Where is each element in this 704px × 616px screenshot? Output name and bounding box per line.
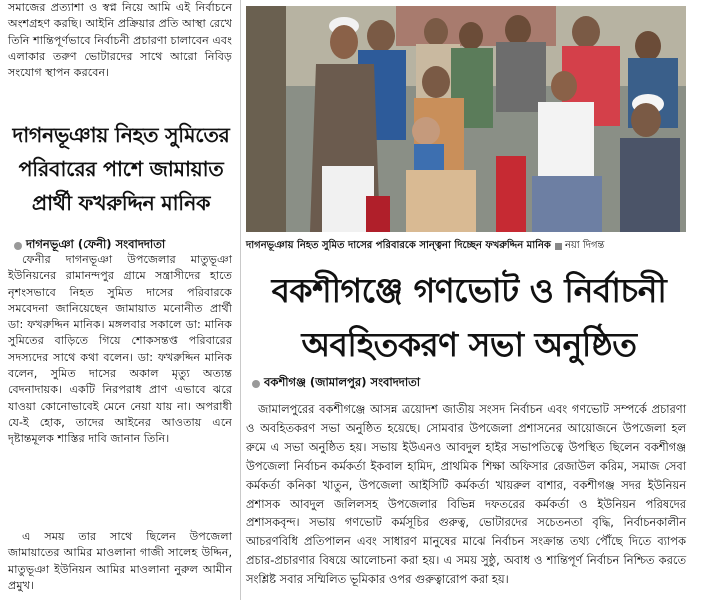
square-icon [555,243,562,250]
intro-line: প্রচারণা চালাবেন এবং এলাকার তরুণ [8,33,232,63]
bullet-icon [14,242,22,250]
intro-line: স্থাপন করবেন। [45,66,110,80]
caption-text: দাগনভূঞায় নিহত সুমিত দাসের পরিবারকে সান্ত্বনা দিচ্ছেন ফখরুদ্দিন মানিক [246,240,551,251]
photo-credit-text: নয়া দিগন্ত [564,240,605,251]
right-byline [252,374,420,393]
left-body-paragraph-2: এ সময় তার সাথে ছিলেন উপজেলা জামায়াতের আমির মাওলানা গাজী সালেহ উদ্দিন, মাতুভূঞা ইউনিয়ন আমির মাওলানা নুরুল আমীন প্রমুখ। [8,530,232,592]
intro-line: ভোটারদের সাথে আরো নিবিড় সংযোগ [8,49,232,80]
bullet-icon [252,380,260,388]
intro-line: নির্বাচনে অংশগ্রহণ করছি। আইনি প্রক্রিয়ার [8,1,232,31]
news-photo [246,6,686,232]
left-headline: দাগনভূঞায় নিহত সুমিতের পরিবারের পাশে জামায়াত প্রার্থী ফখরুদ্দিন মানিক [12,123,230,215]
intro-paragraph [8,0,232,81]
intro-line: প্রতি আস্থা রেখে তিনি শান্তিপূর্ণভাবে নির্বাচনী [8,17,232,47]
right-headline-line: অবহিতকরণ সভা অনুষ্ঠিত [301,325,637,364]
right-headline-line: বকশীগঞ্জে গণভোট ও নির্বাচনী [271,271,667,310]
column-divider [240,0,241,600]
right-headline [246,264,692,372]
right-body-paragraph: জামালপুরের বকশীগঞ্জে আসন্ন ত্রয়োদশ জাতীয় সংসদ নির্বাচন এবং গণভোট সম্পর্কে প্রচারণা ও অবহিতকরণ সভা অনুষ্ঠিত হয়েছে। সোমবার উপজেলা প্রশাসনের আয়োজনে উপজেলা হল রুমে এ সভা অনুষ্ঠিত হয়। সভায় ইউএনও আবদুল হাইর সভাপতিত্বে উপস্থিত ছিলেন বকশীগঞ্জ উপজেলা নির্বাচন কর্মকর্তা ইকবাল হামিদ, প্রাথমিক শিক্ষা অফিসার রেজাউল করিম, সমাজ সেবা কর্মকর্তা কনিকা খাতুন, উপজেলা আইসিটি কর্মকর্তা খায়রুল বাশার, বকশীগঞ্জ সদর ইউনিয়ন প্রশাসক আবদুল জলিলসহ উপজেলার বিভিন্ন দফতরের কর্মকর্তা ও ইউনিয়ন পরিষদের প্রশাসকবৃন্দ। সভায় গণভোট কর্মসূচির গুরুত্ব, ভোটারদের সচেতনতা বৃদ্ধি, নির্বাচনকালীন আচরণবিধি প্রতিপালন এবং সাধারণ মানুষের মাঝে নির্বাচন সংক্রান্ত তথ্য পৌঁছে দিতে ব্যাপক প্রচার-প্রচারণার বিষয়ে আলোচনা করা হয়। এ সময় সুষ্ঠু, অবাধ ও শান্তিপূর্ণ নির্বাচন নিশ্চিত করতে সংশ্লিষ্ট সবার সম্মিলিত ভূমিকার ওপর গুরুত্বারোপ করা হয়। [246,402,686,587]
photo-illustration [246,6,686,232]
intro-line: সমাজের প্রত্যাশা ও স্বপ্ন নিয়ে আমি এই [8,1,191,14]
right-byline-text: বকশীগঞ্জ (জামালপুর) সংবাদদাতা [264,375,421,389]
photo-caption [246,238,686,255]
photo-credit [555,238,605,255]
left-body-paragraph: ফেনীর দাগনভূঞা উপজেলার মাতুভূঞা ইউনিয়নের রামানন্দপুর গ্রামে সন্ত্রাসীদের হাতে নৃশংসভাবে নিহত সুমিত দাসের পরিবারকে সমবেদনা জানিয়েছেন জামায়াত মনোনীত প্রার্থী ডা: ফখরুদ্দিন মানিক। মঙ্গলবার সকালে ডা: মানিক সুমিতের বাড়িতে গিয়ে শোকসন্তপ্ত পরিবারের সদস্যদের সাথে কথা বলেন। ডা: ফখরুদ্দিন মানিক বলেন, সুমিত দাসের অকাল মৃত্যু অত্যন্ত বেদনাদায়ক। একটি নিরপরাধ প্রাণ এভাবে ঝরে যাওয়া কোনোভাবেই মেনে নেয়া যায় না। অপরাধী যে-ই হোক, তাদের আইনের আওতায় এনে দৃষ্টান্তমূলক শাস্তির দাবি জানান তিনি। [8,253,232,446]
left-byline-text: দাগনভূঞা (ফেনী) সংবাদদাতা [26,237,166,251]
